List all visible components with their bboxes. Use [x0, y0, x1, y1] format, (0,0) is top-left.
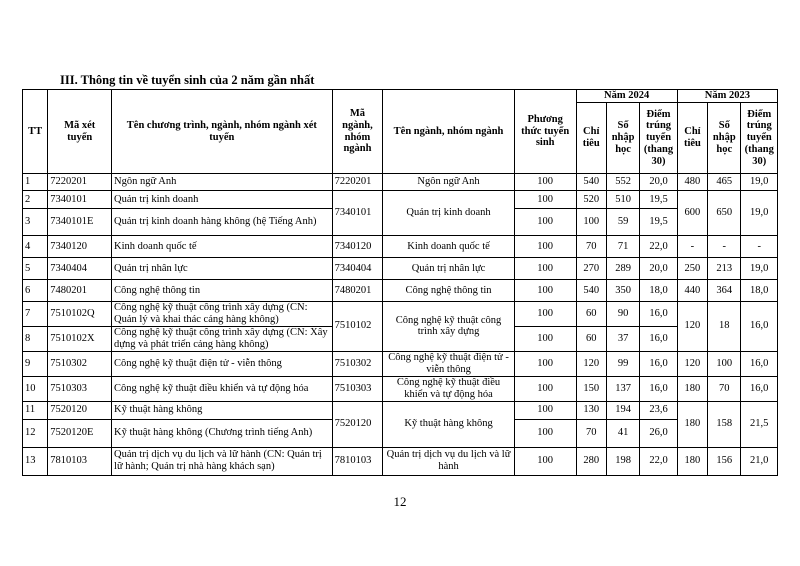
- cell-d24: 22,0: [640, 236, 677, 258]
- cell-ten: Quản trị dịch vụ du lịch và lữ hành (CN: Quản trị lữ hành; Quản trị nhà hàng khách sạn): [112, 447, 333, 475]
- cell-ten: Quản trị kinh doanh hàng không (hệ Tiếng Anh): [112, 209, 333, 236]
- cell-nh23: -: [708, 236, 741, 258]
- cell-ma: 7340101: [48, 191, 112, 209]
- header-so-nhap-hoc-2023: Số nhập học: [708, 103, 741, 174]
- cell-ct23: 180: [677, 401, 707, 447]
- cell-nh24: 71: [606, 236, 639, 258]
- cell-ma: 7340404: [48, 258, 112, 280]
- cell-ma: 7510102Q: [48, 302, 112, 327]
- cell-ma-nganh: 7480201: [332, 280, 383, 302]
- cell-nh23: 364: [708, 280, 741, 302]
- header-diem-2023: Điểm trúng tuyển (thang 30): [741, 103, 778, 174]
- cell-nh23: 100: [708, 351, 741, 376]
- cell-d23: 16,0: [741, 376, 778, 401]
- cell-tt: 1: [23, 174, 48, 191]
- cell-pt: 100: [514, 401, 576, 419]
- cell-ct23: 120: [677, 351, 707, 376]
- cell-tt: 11: [23, 401, 48, 419]
- cell-d24: 16,0: [640, 376, 677, 401]
- cell-nh23: 465: [708, 174, 741, 191]
- table-row: [23, 191, 778, 209]
- admissions-table: [22, 89, 778, 476]
- cell-d24: 20,0: [640, 258, 677, 280]
- cell-ct24: 70: [576, 236, 606, 258]
- header-phuong-thuc: Phương thức tuyển sinh: [514, 90, 576, 174]
- cell-nh23: 18: [708, 302, 741, 352]
- header-diem-2024: Điểm trúng tuyển (thang 30): [640, 103, 677, 174]
- cell-ma: 7510102X: [48, 327, 112, 352]
- table-row: [23, 236, 778, 258]
- cell-pt: 100: [514, 258, 576, 280]
- cell-ct24: 520: [576, 191, 606, 209]
- cell-ten-nganh: Công nghệ kỹ thuật công trình xây dựng: [383, 302, 515, 352]
- cell-ten: Kỹ thuật hàng không: [112, 401, 333, 419]
- cell-ct24: 150: [576, 376, 606, 401]
- cell-ten: Công nghệ kỹ thuật công trình xây dựng (CN: Quản lý và khai thác cảng hàng không): [112, 302, 333, 327]
- cell-d24: 19,5: [640, 209, 677, 236]
- cell-pt: 100: [514, 447, 576, 475]
- cell-tt: 13: [23, 447, 48, 475]
- cell-d24: 19,5: [640, 191, 677, 209]
- cell-ct23: 480: [677, 174, 707, 191]
- cell-ma: 7520120E: [48, 419, 112, 447]
- cell-ten-nganh: Quản trị kinh doanh: [383, 191, 515, 236]
- cell-nh24: 350: [606, 280, 639, 302]
- cell-nh23: 158: [708, 401, 741, 447]
- table-row: [23, 401, 778, 419]
- cell-nh23: 156: [708, 447, 741, 475]
- cell-nh24: 194: [606, 401, 639, 419]
- cell-ten-nganh: Kinh doanh quốc tế: [383, 236, 515, 258]
- cell-d23: -: [741, 236, 778, 258]
- cell-nh24: 552: [606, 174, 639, 191]
- table-row: [23, 280, 778, 302]
- cell-pt: 100: [514, 280, 576, 302]
- cell-d23: 21,0: [741, 447, 778, 475]
- header-nam-2024: Năm 2024: [576, 90, 677, 103]
- header-chi-tieu-2023: Chỉ tiêu: [677, 103, 707, 174]
- cell-d24: 18,0: [640, 280, 677, 302]
- cell-ct23: 440: [677, 280, 707, 302]
- table-row: [23, 258, 778, 280]
- cell-ma: 7480201: [48, 280, 112, 302]
- cell-ten-nganh: Kỹ thuật hàng không: [383, 401, 515, 447]
- header-chi-tieu-2024: Chỉ tiêu: [576, 103, 606, 174]
- cell-ten: Kinh doanh quốc tế: [112, 236, 333, 258]
- cell-tt: 9: [23, 351, 48, 376]
- cell-nh23: 213: [708, 258, 741, 280]
- header-nam-2023: Năm 2023: [677, 90, 777, 103]
- cell-d23: 19,0: [741, 174, 778, 191]
- cell-ten: Công nghệ thông tin: [112, 280, 333, 302]
- cell-pt: 100: [514, 209, 576, 236]
- cell-d24: 23,6: [640, 401, 677, 419]
- cell-d23: 16,0: [741, 302, 778, 352]
- cell-ct24: 540: [576, 280, 606, 302]
- cell-ct24: 120: [576, 351, 606, 376]
- cell-pt: 100: [514, 376, 576, 401]
- cell-pt: 100: [514, 302, 576, 327]
- cell-pt: 100: [514, 419, 576, 447]
- cell-ma: 7510302: [48, 351, 112, 376]
- cell-nh24: 41: [606, 419, 639, 447]
- cell-pt: 100: [514, 191, 576, 209]
- cell-tt: 4: [23, 236, 48, 258]
- cell-ten: Kỹ thuật hàng không (Chương trình tiếng Anh): [112, 419, 333, 447]
- cell-ma: 7520120: [48, 401, 112, 419]
- cell-tt: 10: [23, 376, 48, 401]
- table-row: [23, 351, 778, 376]
- cell-d23: 16,0: [741, 351, 778, 376]
- cell-ma-nganh: 7810103: [332, 447, 383, 475]
- cell-ct24: 70: [576, 419, 606, 447]
- cell-d24: 16,0: [640, 302, 677, 327]
- cell-d23: 19,0: [741, 258, 778, 280]
- cell-ma-nganh: 7340404: [332, 258, 383, 280]
- cell-ct23: 120: [677, 302, 707, 352]
- header-so-nhap-hoc-2024: Số nhập học: [606, 103, 639, 174]
- header-ma-nganh: Mã ngành, nhóm ngành: [332, 90, 383, 174]
- header-ten-nganh: Tên ngành, nhóm ngành: [383, 90, 515, 174]
- table-row: [23, 447, 778, 475]
- cell-ten: Quản trị nhân lực: [112, 258, 333, 280]
- cell-ma-nganh: 7520120: [332, 401, 383, 447]
- cell-d24: 16,0: [640, 351, 677, 376]
- cell-ct24: 60: [576, 327, 606, 352]
- cell-d24: 26,0: [640, 419, 677, 447]
- cell-ct23: -: [677, 236, 707, 258]
- cell-pt: 100: [514, 351, 576, 376]
- cell-pt: 100: [514, 174, 576, 191]
- cell-ten: Công nghệ kỹ thuật điều khiển và tự động hóa: [112, 376, 333, 401]
- page-number: 12: [393, 494, 407, 509]
- cell-ma: 7340101E: [48, 209, 112, 236]
- cell-ct23: 250: [677, 258, 707, 280]
- cell-ct24: 280: [576, 447, 606, 475]
- cell-ten-nganh: Công nghệ thông tin: [383, 280, 515, 302]
- cell-ten-nganh: Quản trị nhân lực: [383, 258, 515, 280]
- cell-ma-nganh: 7340120: [332, 236, 383, 258]
- cell-d23: 19,0: [741, 191, 778, 236]
- cell-ma: 7510303: [48, 376, 112, 401]
- header-ten-chuong-trinh: Tên chương trình, ngành, nhóm ngành xét tuyển: [112, 90, 333, 174]
- header-tt: TT: [23, 90, 48, 174]
- cell-d23: 21,5: [741, 401, 778, 447]
- cell-d24: 16,0: [640, 327, 677, 352]
- cell-nh24: 198: [606, 447, 639, 475]
- cell-ct24: 60: [576, 302, 606, 327]
- cell-tt: 6: [23, 280, 48, 302]
- cell-ten: Ngôn ngữ Anh: [112, 174, 333, 191]
- table-row: [23, 376, 778, 401]
- cell-nh23: 650: [708, 191, 741, 236]
- cell-ma-nganh: 7510102: [332, 302, 383, 352]
- cell-ten-nganh: Quản trị dịch vụ du lịch và lữ hành: [383, 447, 515, 475]
- cell-nh24: 37: [606, 327, 639, 352]
- section-title: III. Thông tin về tuyển sinh của 2 năm gần nhất: [60, 73, 315, 87]
- cell-nh24: 289: [606, 258, 639, 280]
- cell-tt: 2: [23, 191, 48, 209]
- cell-tt: 12: [23, 419, 48, 447]
- cell-ten: Quản trị kinh doanh: [112, 191, 333, 209]
- header-ma-xet-tuyen: Mã xét tuyển: [48, 90, 112, 174]
- cell-tt: 3: [23, 209, 48, 236]
- cell-ct23: 180: [677, 447, 707, 475]
- cell-ma-nganh: 7340101: [332, 191, 383, 236]
- cell-ten: Công nghệ kỹ thuật công trình xây dựng (CN: Xây dựng và phát triển cảng hàng không): [112, 327, 333, 352]
- table-row: [23, 302, 778, 327]
- cell-ten-nganh: Công nghệ kỹ thuật điều khiển và tự động hóa: [383, 376, 515, 401]
- cell-tt: 5: [23, 258, 48, 280]
- cell-ma: 7810103: [48, 447, 112, 475]
- cell-ten-nganh: Ngôn ngữ Anh: [383, 174, 515, 191]
- cell-tt: 8: [23, 327, 48, 352]
- cell-ma-nganh: 7510302: [332, 351, 383, 376]
- table-row: [23, 174, 778, 191]
- cell-ct23: 600: [677, 191, 707, 236]
- cell-ma: 7340120: [48, 236, 112, 258]
- cell-nh24: 99: [606, 351, 639, 376]
- cell-nh23: 70: [708, 376, 741, 401]
- cell-ten: Công nghệ kỹ thuật điện tử - viễn thông: [112, 351, 333, 376]
- cell-pt: 100: [514, 327, 576, 352]
- cell-ct24: 270: [576, 258, 606, 280]
- cell-d23: 18,0: [741, 280, 778, 302]
- cell-ma: 7220201: [48, 174, 112, 191]
- cell-tt: 7: [23, 302, 48, 327]
- cell-d24: 20,0: [640, 174, 677, 191]
- cell-nh24: 90: [606, 302, 639, 327]
- cell-ct23: 180: [677, 376, 707, 401]
- cell-pt: 100: [514, 236, 576, 258]
- cell-ct24: 130: [576, 401, 606, 419]
- cell-ten-nganh: Công nghệ kỹ thuật điện tử - viễn thông: [383, 351, 515, 376]
- cell-ct24: 540: [576, 174, 606, 191]
- cell-ma-nganh: 7510303: [332, 376, 383, 401]
- cell-nh24: 137: [606, 376, 639, 401]
- cell-d24: 22,0: [640, 447, 677, 475]
- cell-nh24: 59: [606, 209, 639, 236]
- cell-nh24: 510: [606, 191, 639, 209]
- cell-ct24: 100: [576, 209, 606, 236]
- cell-ma-nganh: 7220201: [332, 174, 383, 191]
